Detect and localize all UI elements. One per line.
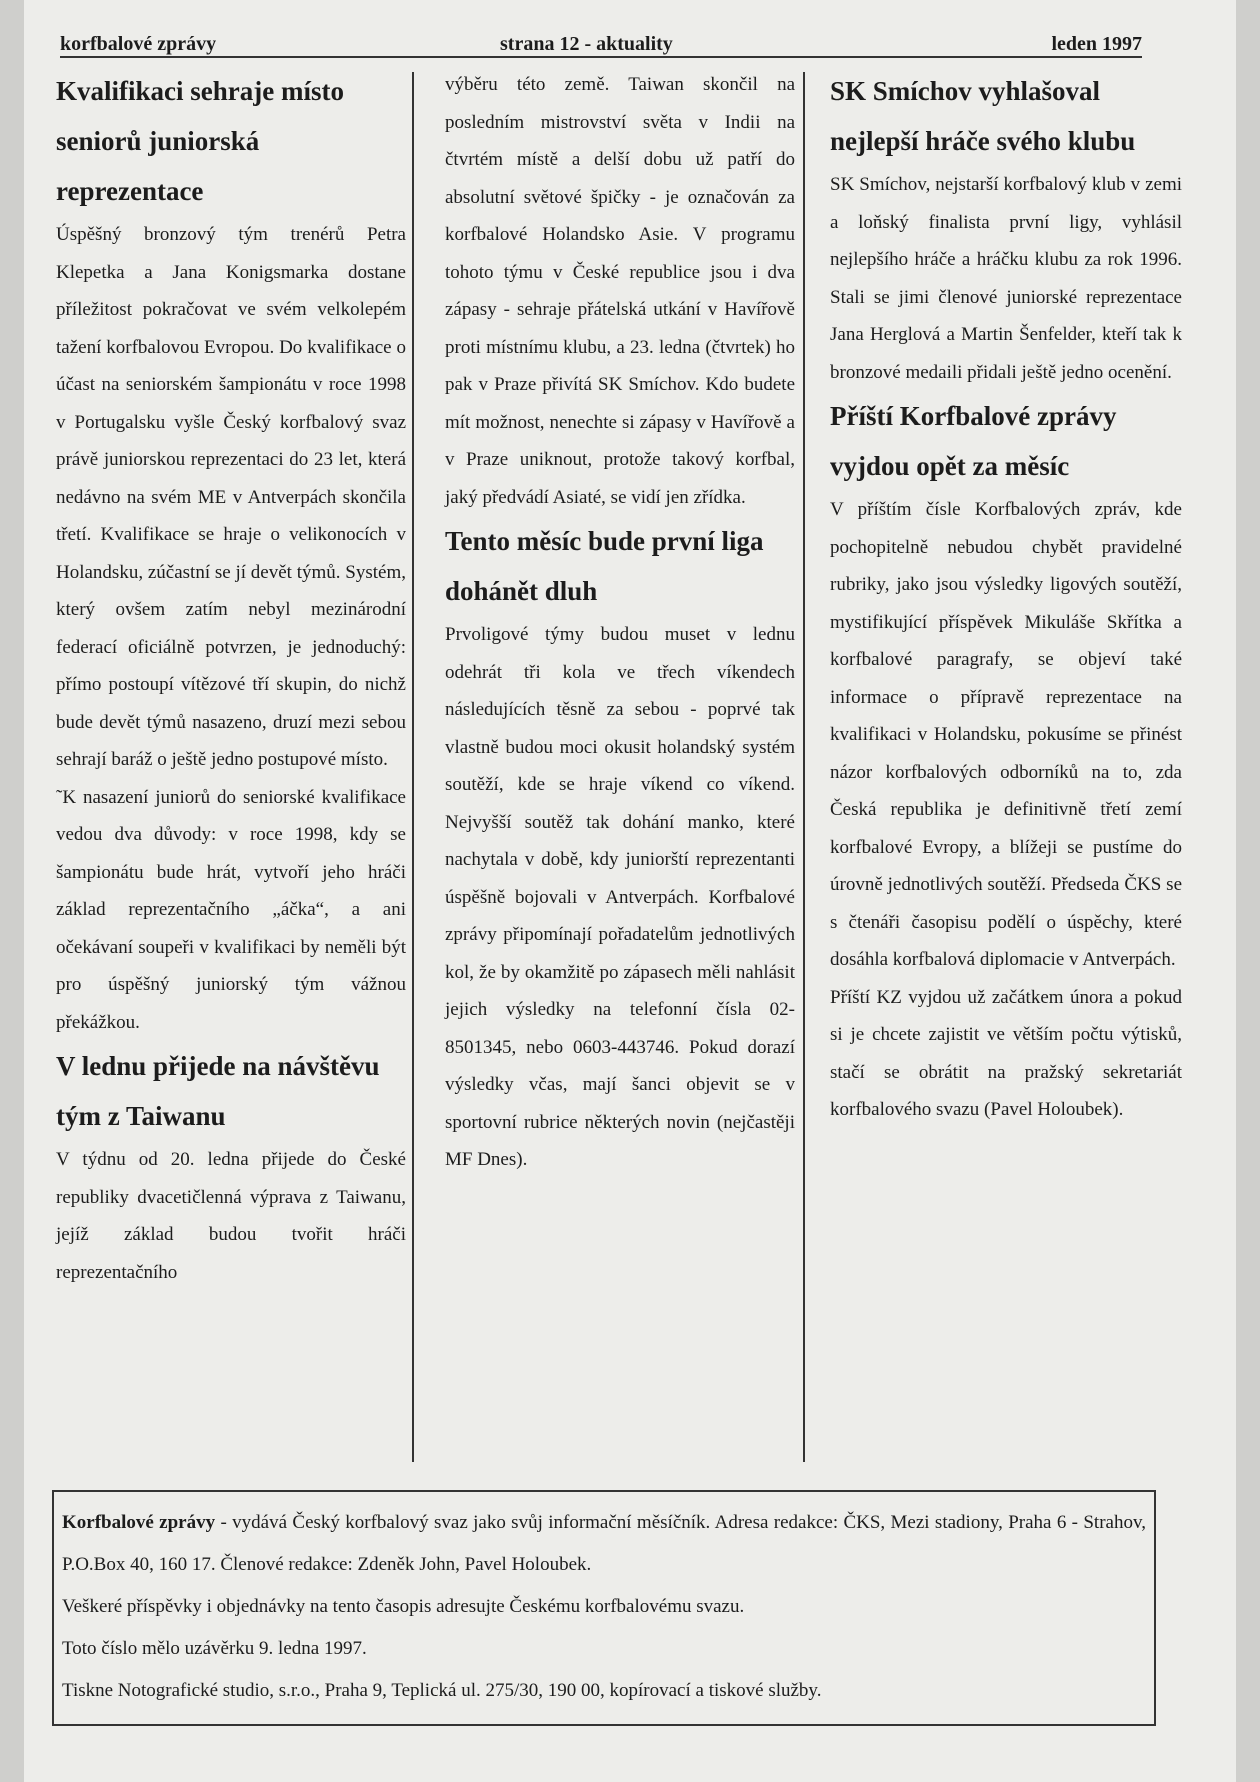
article-paragraph: V příštím čísle Korfbalových zpráv, kde pochopitelně nebudou chybět pravidelné rubriky, jako jsou výsledky ligových soutěží, mystifikující příspěvek Mikuláše Skřítka a korfbalové paragrafy, se objeví také informace o přípravě reprezentace na kvalifikaci v Holandsku, pokusíme se přinést názor korfbalových odborníků na to, zda Česká republika je definitivně třetí zemí korfbalové Evropy, a blížeji se pustíme do úrovně jednotlivých soutěží. Předseda ČKS se s čtenáři časopisu podělí o úspěchy, které dosáhla korfbalová diplomacie v Antverpách. [830, 499, 1182, 970]
impressum-line: Toto číslo mělo uzávěrku 9. ledna 1997. [62, 1638, 367, 1659]
article-title-smichov: SK Smíchov vyhlašoval nejlepší hráče svého klubu [830, 76, 1136, 156]
impressum-line: Veškeré příspěvky i objednávky na tento časopis adresujte Českému korfbalovému svazu. [62, 1596, 745, 1617]
column-divider [803, 72, 805, 1462]
article-title-kvalifikace: Kvalifikaci sehraje místo seniorů juniorská reprezentace [56, 76, 344, 206]
impressum-line: Tiskne Notografické studio, s.r.o., Praha 9, Teplická ul. 275/30, 190 00, kopírovací a tiskové služby. [62, 1680, 822, 1701]
impressum-text: - vydává Český korfbalový svaz jako svůj informační měsíčník. Adresa redakce: ČKS, Mezi stadiony, Praha 6 - Strahov, P.O.Box 40, 160 17. Členové redakce: Zdeněk John, Pavel Holoubek. [62, 1512, 1146, 1575]
column-2 [445, 66, 795, 1179]
impressum-name: Korfbalové zprávy [62, 1512, 216, 1533]
running-header [60, 28, 1142, 58]
article-paragraph: V týdnu od 20. ledna přijede do České republiky dvacetičlenná výprava z Taiwanu, jejíž základ budou tvořit hráči reprezentačního [56, 1149, 406, 1283]
article-paragraph: Úspěšný bronzový tým trenérů Petra Klepetka a Jana Konigsmarka dostane příležitost pokračovat ve svém velkolepém tažení korfbalovou Evropou. Do kvalifikace o účast na seniorském šampionátu v roce 1998 v Portugalsku vyšle Český korfbalový svaz právě juniorskou reprezentaci do 23 let, která nedávno na svém ME v Antverpách skončila třetí. Kvalifikace se hraje o velikonocích v Holandsku, zúčastní se jí devět týmů. Systém, který ovšem zatím nebyl mezinárodní federací oficiálně potvrzen, je jednoduchý: přímo postoupí vítězové tří skupin, do nichž bude devět týmů nasazeno, druzí mezi sebou sehrají baráž o ještě jedno postupové místo. [56, 224, 406, 770]
impressum-box [52, 1490, 1156, 1726]
page-section: strana 12 - aktuality [500, 33, 673, 55]
article-paragraph: ˜K nasazení juniorů do seniorské kvalifikace vedou dva důvody: v roce 1998, kdy se šampionátu bude hrát, vytvoří jeho hráči základ reprezentačního „áčka“, a ani očekávaní soupeři v kvalifikaci by neměli být pro úspěšný juniorský tým vážnou překážkou. [56, 786, 406, 1033]
article-title-liga: Tento měsíc bude první liga dohánět dluh [445, 526, 764, 606]
article-title-pristi: Příští Korfbalové zprávy vyjdou opět za měsíc [830, 401, 1117, 481]
article-title-taiwan: V lednu přijede na návštěvu tým z Taiwanu [56, 1051, 380, 1131]
column-1 [56, 66, 406, 1291]
publication-name: korfbalové zprávy [60, 33, 217, 55]
article-paragraph: Prvoligové týmy budou muset v lednu odehrát tři kola ve třech víkendech následujících těsně za sebou - poprvé tak vlastně budou moci okusit holandský systém soutěží, kde se hraje víkend co víkend. Nejvyšší soutěž tak dohání manko, které nachytala v době, kdy juniorští reprezentanti úspěšně bojovali v Antverpách. Korfbalové zprávy připomínají pořadatelům jednotlivých kol, že by okamžitě po zápasech měli nahlásit jejich výsledky na telefonní čísla 02-8501345, nebo 0603-443746. Pokud dorazí výsledky včas, mají šanci objevit se v sportovní rubrice některých novin (nejčastěji MF Dnes). [445, 624, 795, 1170]
article-paragraph: Příští KZ vyjdou už začátkem února a pokud si je chcete zajistit ve větším počtu výtisků, stačí se obrátit na pražský sekretariát korfbalového svazu (Pavel Holoubek). [830, 986, 1182, 1120]
column-divider [412, 72, 414, 1462]
article-paragraph: SK Smíchov, nejstarší korfbalový klub v zemi a loňský finalista první ligy, vyhlásil nejlepšího hráče a hráčku klubu za rok 1996. Stali se jimi členové juniorské reprezentace Jana Herglová a Martin Šenfelder, kteří tak k bronzové medaili přidali ještě jedno ocenění. [830, 174, 1182, 383]
impressum-lead [62, 1502, 1146, 1586]
column-3 [830, 66, 1182, 1129]
issue-date: leden 1997 [1051, 33, 1142, 55]
article-paragraph: výběru této země. Taiwan skončil na posledním mistrovství světa v Indii na čtvrtém místě a delší dobu už patří do absolutní světové špičky - je označován za korfbalové Holandsko Asie. V programu tohoto týmu v České republice jsou i dva zápasy - sehraje přátelská utkání v Havířově proti místnímu klubu, a 23. ledna (čtvrtek) ho pak v Praze přivítá SK Smíchov. Kdo budete mít možnost, nenechte si zápasy v Havířově a v Praze uniknout, protože takový korfbal, jaký předvádí Asiaté, se vidí jen zřídka. [445, 74, 795, 508]
